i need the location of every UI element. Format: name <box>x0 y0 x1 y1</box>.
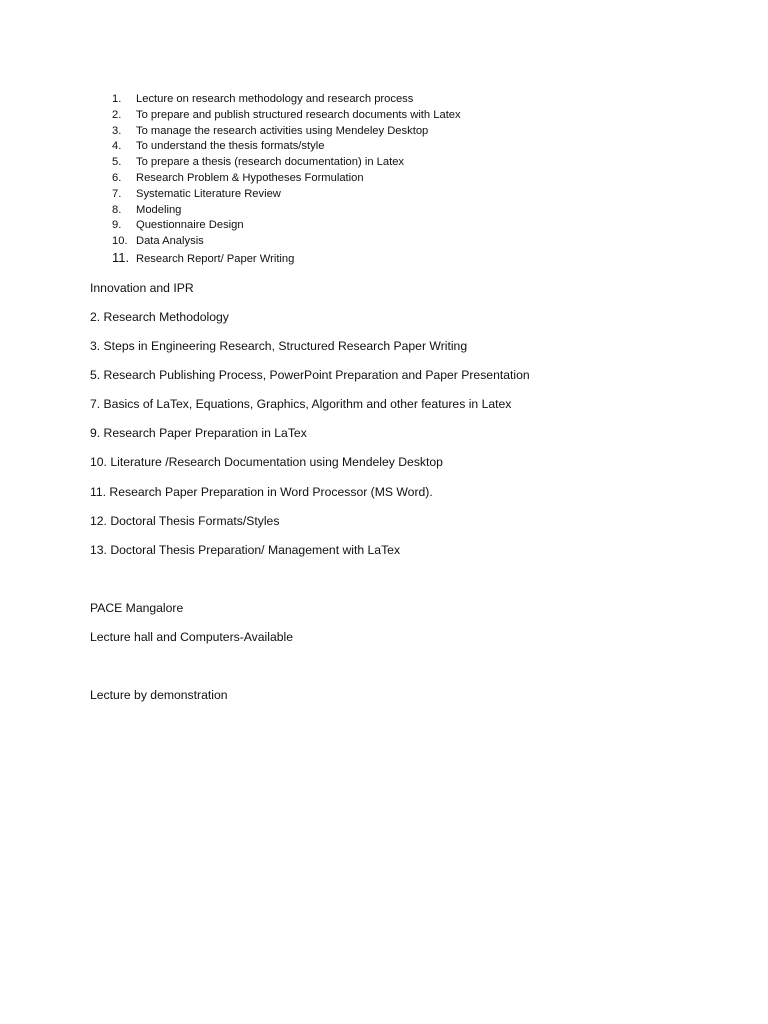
paragraph-latex-basics: 7. Basics of LaTex, Equations, Graphics, Algorithm and other features in Latex <box>90 397 512 411</box>
list-item <box>112 139 461 155</box>
list-item-text: Research Report/ Paper Writing <box>136 252 295 265</box>
list-item-text: Systematic Literature Review <box>136 187 281 200</box>
list-item <box>112 250 461 266</box>
paragraph-venue: PACE Mangalore <box>90 601 184 615</box>
paragraph-latex-paper: 9. Research Paper Preparation in LaTex <box>90 426 307 440</box>
list-item <box>112 108 461 124</box>
list-item <box>112 234 461 250</box>
list-item-number: 5. <box>112 156 122 169</box>
paragraph-publishing-process: 5. Research Publishing Process, PowerPoint Preparation and Paper Presentation <box>90 368 530 382</box>
list-item <box>112 187 461 203</box>
paragraph-research-methodology: 2. Research Methodology <box>90 310 229 324</box>
list-item-text: To understand the thesis formats/style <box>136 140 325 153</box>
list-item-number: 4. <box>112 140 122 153</box>
list-item <box>112 92 461 108</box>
list-item <box>112 124 461 140</box>
list-item-text: Data Analysis <box>136 235 204 248</box>
paragraph-engineering-research: 3. Steps in Engineering Research, Structured Research Paper Writing <box>90 339 468 353</box>
list-item-number: 7. <box>112 187 122 200</box>
paragraph-thesis-preparation: 13. Doctoral Thesis Preparation/ Management with LaTex <box>90 543 401 557</box>
paragraph-thesis-formats: 12. Doctoral Thesis Formats/Styles <box>90 514 280 528</box>
list-item-text: Research Problem & Hypotheses Formulation <box>136 171 364 184</box>
list-item-text: To manage the research activities using Mendeley Desktop <box>136 124 429 137</box>
paragraph-ms-word: 11. Research Paper Preparation in Word Processor (MS Word). <box>90 485 433 499</box>
paragraph-innovation-ipr: Innovation and IPR <box>90 281 194 295</box>
paragraph-facilities: Lecture hall and Computers-Available <box>90 630 294 644</box>
list-item-number: 9. <box>112 219 122 232</box>
list-item-number: 6. <box>112 171 122 184</box>
list-item-text: To prepare and publish structured research documents with Latex <box>136 108 461 121</box>
list-item <box>112 203 461 219</box>
list-item-number: 11. <box>112 249 130 265</box>
list-item-number: 8. <box>112 203 122 216</box>
list-item-text: Questionnaire Design <box>136 219 244 232</box>
list-item-text: Modeling <box>136 203 182 216</box>
paragraph-mendeley: 10. Literature /Research Documentation using Mendeley Desktop <box>90 455 443 469</box>
list-item-number: 2. <box>112 108 122 121</box>
list-item-text: Lecture on research methodology and research process <box>136 93 414 105</box>
objectives-list <box>112 92 461 266</box>
paragraph-method: Lecture by demonstration <box>90 688 228 702</box>
list-item-number: 1. <box>112 93 122 105</box>
list-item <box>112 171 461 187</box>
list-item <box>112 155 461 171</box>
list-item-number: 10. <box>112 235 128 248</box>
list-item <box>112 218 461 234</box>
list-item-number: 3. <box>112 124 122 137</box>
list-item-text: To prepare a thesis (research documentation) in Latex <box>136 156 405 169</box>
